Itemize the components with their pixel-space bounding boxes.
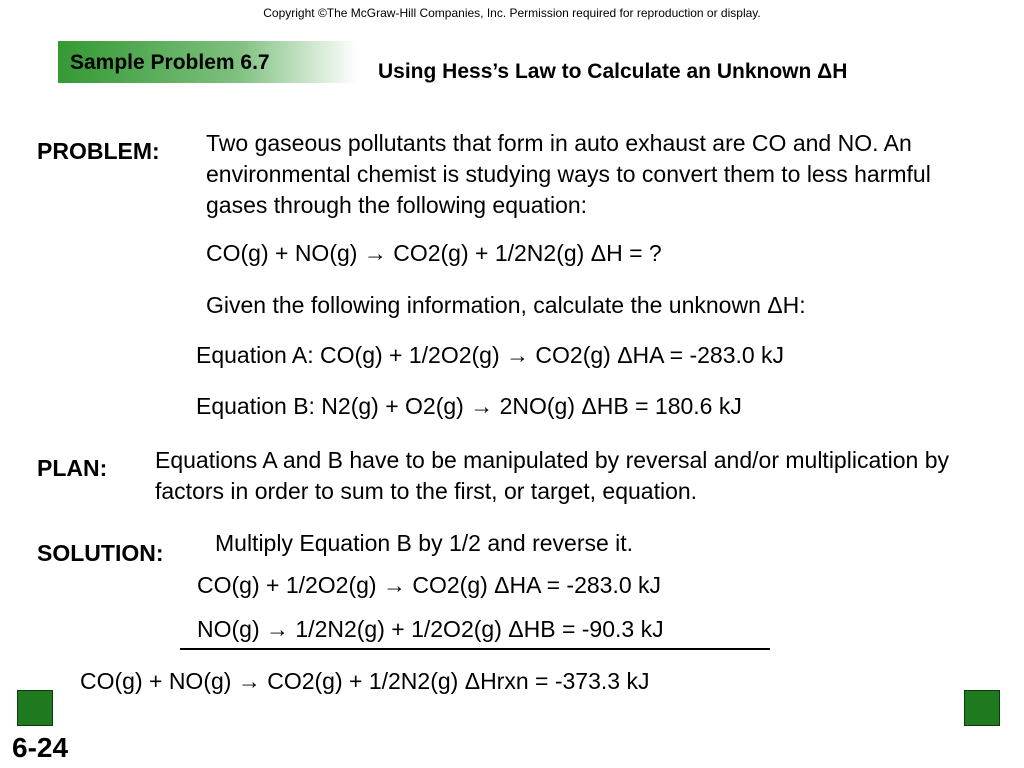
given-text: Given the following information, calculate the unknown ΔH: bbox=[206, 292, 806, 318]
slide-heading: Using Hess’s Law to Calculate an Unknown ΔH bbox=[378, 60, 848, 83]
target-equation: CO(g) + NO(g) → CO2(g) + 1/2N2(g) ΔH = ? bbox=[206, 240, 662, 266]
equation-b: Equation B: N2(g) + O2(g) → 2NO(g) ΔHB = 180.6 kJ bbox=[196, 393, 742, 419]
slide-number: 6-24 bbox=[12, 732, 69, 763]
sample-problem-banner: Sample Problem 6.7 bbox=[58, 41, 358, 83]
result-equation: CO(g) + NO(g) → CO2(g) + 1/2N2(g) ΔHrxn = -373.3 kJ bbox=[80, 668, 650, 694]
problem-text: Two gaseous pollutants that form in auto exhaust are CO and NO. An environmental chemist is studying ways to convert them to less harmful gases through the following equation: bbox=[206, 130, 931, 218]
plan-text: Equations A and B have to be manipulated by reversal and/or multiplication by factors in order to sum to the first, or target, equation. bbox=[155, 447, 949, 504]
previous-slide-button[interactable] bbox=[17, 690, 53, 726]
solution-label: SOLUTION: bbox=[37, 540, 164, 566]
sum-equation-2: NO(g) → 1/2N2(g) + 1/2O2(g) ΔHB = -90.3 kJ bbox=[197, 616, 664, 642]
next-slide-button[interactable] bbox=[964, 690, 1000, 726]
equation-a: Equation A: CO(g) + 1/2O2(g) → CO2(g) ΔHA = -283.0 kJ bbox=[196, 342, 785, 368]
problem-label: PROBLEM: bbox=[37, 138, 160, 164]
sum-rule bbox=[180, 648, 770, 650]
solution-text: Multiply Equation B by 1/2 and reverse it. bbox=[215, 530, 634, 556]
plan-label: PLAN: bbox=[37, 455, 108, 481]
sum-equation-1: CO(g) + 1/2O2(g) → CO2(g) ΔHA = -283.0 kJ bbox=[197, 572, 662, 598]
copyright: Copyright ©The McGraw-Hill Companies, Inc. Permission required for reproduction or display. bbox=[263, 6, 761, 20]
